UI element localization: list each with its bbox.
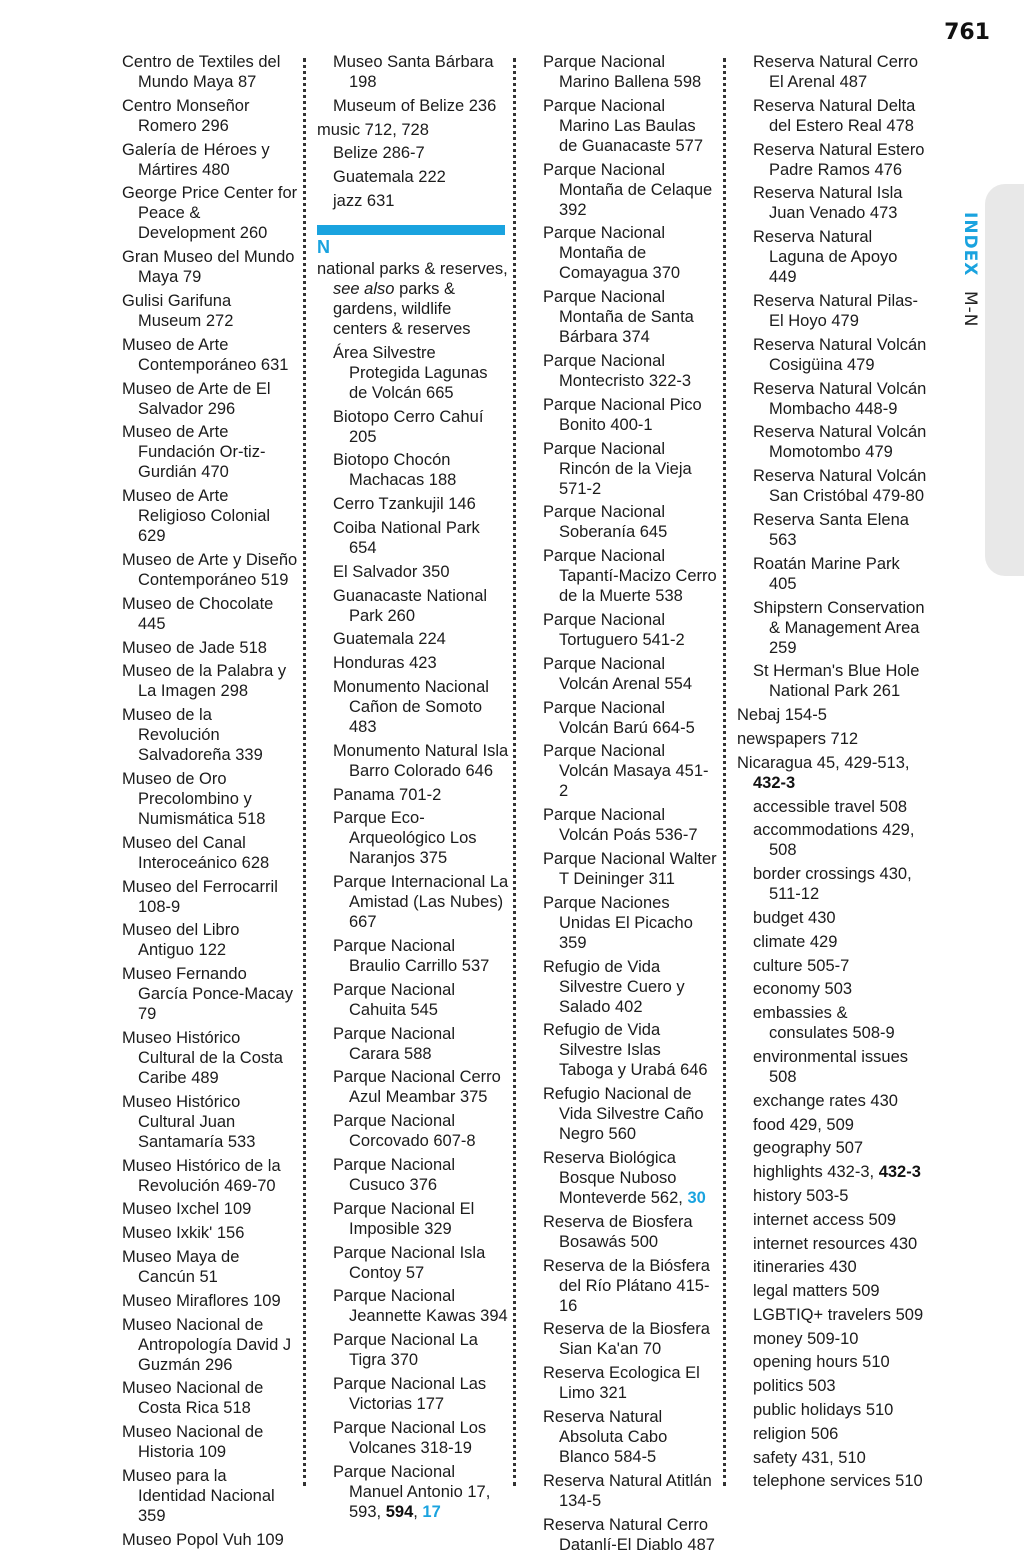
index-subentry: Parque Nacional Jeannette Kawas 394 xyxy=(333,1287,508,1326)
see-also-label: see also xyxy=(333,279,395,298)
see-also-text: parks & gardens, wildlife centers & reserves xyxy=(333,279,471,338)
index-subentry: Reserva Natural Volcán Momotombo 479 xyxy=(753,423,927,462)
ref-separator: , xyxy=(413,1502,423,1521)
index-subentry: Guatemala 222 xyxy=(333,168,446,187)
index-subentry: Cerro Tzankujil 146 xyxy=(333,495,476,514)
index-label: INDEX xyxy=(960,212,980,277)
index-entry: Museo Miraflores 109 xyxy=(122,1291,281,1310)
page-number: 761 xyxy=(944,20,990,45)
index-entry: Museo Nacional de Historia 109 xyxy=(122,1423,264,1462)
index-entry: Museo Fernando García Ponce-Macay 79 xyxy=(122,965,293,1024)
index-subentry: accessible travel 508 xyxy=(753,797,908,816)
index-subentry: telephone services 510 xyxy=(753,1472,923,1491)
index-subentry: Parque Nacional Braulio Carrillo 537 xyxy=(333,936,490,975)
index-entry: Nebaj 154-5 xyxy=(737,706,827,725)
index-subentry: Guatemala 224 xyxy=(333,630,446,649)
index-subentry: Refugio de Vida Silvestre Cuero y Salado 402 xyxy=(543,957,685,1016)
index-subentry: Parque Nacional Carara 588 xyxy=(333,1024,455,1063)
index-subentry: culture 505-7 xyxy=(753,956,850,975)
bold-page-ref: 594 xyxy=(385,1502,414,1521)
entry-text: Parque Nacional Manuel Antonio 17, 593, xyxy=(333,1462,491,1521)
index-subentry: Parque Nacional El Imposible 329 xyxy=(333,1199,475,1238)
index-entry: Museo Popol Vuh 109 xyxy=(122,1530,284,1549)
index-subentry: Parque Nacional Isla Contoy 57 xyxy=(333,1243,486,1282)
entry-text: national parks & reserves, xyxy=(317,259,508,278)
index-subentry: embassies & consulates 508-9 xyxy=(753,1004,895,1043)
index-subentry: Parque Eco-Arqueológico Los Naranjos 375 xyxy=(333,809,477,868)
index-subentry: money 509-10 xyxy=(753,1329,859,1348)
index-entry: Museo Nacional de Costa Rica 518 xyxy=(122,1379,264,1418)
index-entry: newspapers 712 xyxy=(737,729,859,748)
index-subentry: Parque Nacional Cahuita 545 xyxy=(333,980,455,1019)
index-subentry: Parque Nacional Tortuguero 541-2 xyxy=(543,610,685,649)
colored-page-ref: 30 xyxy=(687,1188,706,1207)
index-subentry: internet access 509 xyxy=(753,1210,897,1229)
index-subentry: Reserva Natural Pilas-El Hoyo 479 xyxy=(753,291,919,330)
index-entry: Museo Histórico Cultural de la Costa Caribe 489 xyxy=(122,1028,283,1087)
index-subentry: Parque Nacional Las Victorias 177 xyxy=(333,1374,487,1413)
index-entry: Museo Ixkik' 156 xyxy=(122,1224,245,1243)
index-subentry: economy 503 xyxy=(753,980,853,999)
index-subentry: accommodations 429, 508 xyxy=(753,821,915,860)
index-entry: Centro Monseñor Romero 296 xyxy=(122,96,250,135)
index-subentry: Parque Nacional Los Volcanes 318-19 xyxy=(333,1418,487,1457)
index-subentry: Parque Nacional Montecristo 322-3 xyxy=(543,351,692,390)
index-subentry xyxy=(543,1148,717,1208)
index-subentry: legal matters 509 xyxy=(753,1282,880,1301)
index-subentry: Reserva Natural Volcán Mombacho 448-9 xyxy=(753,379,927,418)
index-entry: Gulisi Garifuna Museum 272 xyxy=(122,291,234,330)
index-entry: Museo de Arte Contemporáneo 631 xyxy=(122,335,289,374)
index-subentry: itineraries 430 xyxy=(753,1258,857,1277)
index-entry-nicaragua xyxy=(737,753,929,793)
index-subentry: El Salvador 350 xyxy=(333,562,450,581)
index-subentry: geography 507 xyxy=(753,1139,864,1158)
letter-bar xyxy=(317,225,505,235)
index-subentry: Reserva Natural Volcán Cosigüina 479 xyxy=(753,335,927,374)
index-subentry: religion 506 xyxy=(753,1424,839,1443)
index-entry: Museo de la Palabra y La Imagen 298 xyxy=(122,662,287,701)
index-subentry: Parque Nacional Marino Las Baulas de Guanacaste 577 xyxy=(543,96,704,155)
index-subentry: food 429, 509 xyxy=(753,1115,854,1134)
index-subentry: climate 429 xyxy=(753,932,838,951)
index-subentry: Biotopo Cerro Cahuí 205 xyxy=(333,407,484,446)
index-subentry: Roatán Marine Park 405 xyxy=(753,554,900,593)
index-subentry: environmental issues 508 xyxy=(753,1047,908,1086)
index-column-2 xyxy=(317,52,509,1525)
bold-page-ref: 432-3 xyxy=(878,1163,921,1182)
index-subentry: Parque Nacional La Tigra 370 xyxy=(333,1331,478,1370)
index-subentry: Reserva Natural Volcán San Cristóbal 479-80 xyxy=(753,467,927,506)
index-subentry: Reserva Natural Cerro Datanlí-El Diablo 487 xyxy=(543,1515,715,1554)
index-subentry: Reserva de la Biósfera del Río Plátano 415-16 xyxy=(543,1256,710,1315)
index-subentry: Guanacaste National Park 260 xyxy=(333,586,488,625)
entry-text: Reserva Biológica Bosque Nuboso Monteverde 562, xyxy=(543,1148,683,1207)
index-subentry: Refugio de Vida Silvestre Islas Taboga y Urabá 646 xyxy=(543,1021,708,1080)
index-subentry: Parque Nacional Volcán Poás 536-7 xyxy=(543,806,698,845)
index-subentry: history 503-5 xyxy=(753,1186,849,1205)
index-entry: Museo del Ferrocarril 108-9 xyxy=(122,877,278,916)
index-subentry: St Herman's Blue Hole National Park 261 xyxy=(753,662,920,701)
thumb-tab xyxy=(985,184,1024,576)
index-subentry: Reserva Natural Absoluta Cabo Blanco 584-5 xyxy=(543,1407,668,1466)
index-subentry: Shipstern Conservation & Management Area 259 xyxy=(753,598,925,657)
index-subentry xyxy=(753,1162,929,1182)
index-subentry: exchange rates 430 xyxy=(753,1091,898,1110)
index-subentry: Parque Nacional Montaña de Comayagua 370 xyxy=(543,224,681,283)
index-subentry: Parque Nacional Rincón de la Vieja 571-2 xyxy=(543,439,692,498)
index-entry: Museo de la Revolución Salvadoreña 339 xyxy=(122,706,263,765)
index-entry: Museo del Canal Interoceánico 628 xyxy=(122,833,270,872)
entry-text: highlights 432-3, xyxy=(753,1163,875,1182)
index-subentry: Parque Nacional Tapantí-Macizo Cerro de la Muerte 538 xyxy=(543,547,717,606)
bold-page-ref: 432-3 xyxy=(753,773,796,792)
index-subentry: Reserva Natural Cerro El Arenal 487 xyxy=(753,53,919,91)
index-subentry: Reserva Natural Estero Padre Ramos 476 xyxy=(753,140,925,179)
index-subentry: public holidays 510 xyxy=(753,1401,894,1420)
index-subentry: Parque Nacional Volcán Masaya 451-2 xyxy=(543,742,709,801)
index-subentry: border crossings 430, 511-12 xyxy=(753,865,912,904)
index-entry: Centro de Textiles del Mundo Maya 87 xyxy=(122,53,281,91)
index-subentry: Parque Nacional Montaña de Santa Bárbara 374 xyxy=(543,288,694,347)
index-entry: Museo de Arte Religioso Colonial 629 xyxy=(122,487,271,546)
index-subentry: Monumento Natural Isla Barro Colorado 646 xyxy=(333,741,509,780)
index-subentry: Refugio Nacional de Vida Silvestre Caño Negro 560 xyxy=(543,1085,704,1144)
index-subentry: Honduras 423 xyxy=(333,654,437,673)
index-subentry: LGBTIQ+ travelers 509 xyxy=(753,1305,924,1324)
index-entry: Museo Histórico Cultural Juan Santamaría 533 xyxy=(122,1092,256,1151)
index-entry: Museo para la Identidad Nacional 359 xyxy=(122,1466,275,1525)
index-subentry: Belize 286-7 xyxy=(333,144,425,163)
index-entry: Museo Ixchel 109 xyxy=(122,1200,252,1219)
index-entry: Museo de Arte y Diseño Contemporáneo 519 xyxy=(122,550,298,589)
index-subentry: Museum of Belize 236 xyxy=(333,96,497,115)
index-subentry: Parque Nacional Montaña de Celaque 392 xyxy=(543,160,713,219)
index-subentry: Parque Internacional La Amistad (Las Nubes) 667 xyxy=(333,873,509,932)
index-subentry: Parque Nacional Soberanía 645 xyxy=(543,503,668,542)
column-divider xyxy=(723,58,726,1486)
section-letter: N xyxy=(317,236,330,257)
index-subentry: Reserva Natural Laguna de Apoyo 449 xyxy=(753,228,898,287)
index-entry: Museo de Arte Fundación Or-tiz-Gurdián 470 xyxy=(122,423,266,482)
index-subentry: Parque Nacional Cusuco 376 xyxy=(333,1155,455,1194)
index-subentry: Coiba National Park 654 xyxy=(333,518,480,557)
index-subentry: Reserva Santa Elena 563 xyxy=(753,510,909,549)
index-column-4 xyxy=(737,52,929,1495)
index-subentry: Parque Nacional Marino Ballena 598 xyxy=(543,53,702,91)
column-divider xyxy=(303,58,306,1486)
index-subentry: Panama 701-2 xyxy=(333,785,442,804)
index-entry: Gran Museo del Mundo Maya 79 xyxy=(122,248,295,287)
index-entry: Museo de Arte de El Salvador 296 xyxy=(122,379,271,418)
colored-page-ref: 17 xyxy=(422,1502,441,1521)
index-subentry: Parque Nacional Cerro Azul Meambar 375 xyxy=(333,1068,501,1107)
index-subentry: Biotopo Chocón Machacas 188 xyxy=(333,451,457,490)
index-subentry: Reserva de la Biosfera Sian Ka'an 70 xyxy=(543,1320,710,1359)
index-entry: Museo Nacional de Antropología David J Guzmán 296 xyxy=(122,1315,292,1374)
index-entry: George Price Center for Peace & Development 260 xyxy=(122,184,298,243)
index-column-3 xyxy=(527,52,717,1558)
index-subentry: Parque Nacional Corcovado 607-8 xyxy=(333,1112,476,1151)
index-subentry: Reserva Natural Delta del Estero Real 478 xyxy=(753,96,916,135)
index-entry: music 712, 728 xyxy=(317,120,429,139)
index-subentry: opening hours 510 xyxy=(753,1353,890,1372)
index-subentry: Parque Naciones Unidas El Picacho 359 xyxy=(543,893,693,952)
index-entry: Museo del Libro Antiguo 122 xyxy=(122,921,240,960)
entry-text: Nicaragua 45, 429-513, xyxy=(737,753,910,772)
index-subentry: Reserva Natural Atitlán 134-5 xyxy=(543,1471,712,1510)
index-subentry: budget 430 xyxy=(753,908,836,927)
index-subentry: Reserva de Biosfera Bosawás 500 xyxy=(543,1212,693,1251)
index-subentry: Parque Nacional Volcán Barú 664-5 xyxy=(543,698,695,737)
index-entry: Museo de Oro Precolombino y Numismática 518 xyxy=(122,769,266,828)
index-column-1 xyxy=(122,52,298,1554)
index-subentry: Reserva Natural Isla Juan Venado 473 xyxy=(753,184,903,223)
index-subentry: Parque Nacional Volcán Arenal 554 xyxy=(543,654,693,693)
index-entry: Museo Maya de Cancún 51 xyxy=(122,1247,240,1286)
index-entry: Museo Histórico de la Revolución 469-70 xyxy=(122,1156,281,1195)
section-tab-label xyxy=(960,212,980,327)
index-subentry: Parque Nacional Walter T Deininger 311 xyxy=(543,849,717,888)
index-subentry xyxy=(333,1462,509,1522)
index-subentry: internet resources 430 xyxy=(753,1234,918,1253)
index-entry: Museo de Chocolate 445 xyxy=(122,594,274,633)
index-subentry: Reserva Ecologica El Limo 321 xyxy=(543,1364,700,1403)
index-subentry: Museo Santa Bárbara 198 xyxy=(333,53,494,91)
index-subentry: Monumento Nacional Cañon de Somoto 483 xyxy=(333,677,489,736)
index-entry-national-parks xyxy=(317,259,509,339)
index-subentry: Parque Nacional Pico Bonito 400-1 xyxy=(543,395,702,434)
index-subentry: safety 431, 510 xyxy=(753,1448,866,1467)
index-subentry: politics 503 xyxy=(753,1377,836,1396)
index-entry: Galería de Héroes y Mártires 480 xyxy=(122,140,270,179)
index-entry: Museo de Jade 518 xyxy=(122,638,267,657)
index-subentry: Área Silvestre Protegida Lagunas de Volcán 665 xyxy=(333,343,488,402)
column-divider xyxy=(513,58,516,1486)
range-label: M-N xyxy=(960,290,980,328)
index-subentry: jazz 631 xyxy=(333,191,395,210)
